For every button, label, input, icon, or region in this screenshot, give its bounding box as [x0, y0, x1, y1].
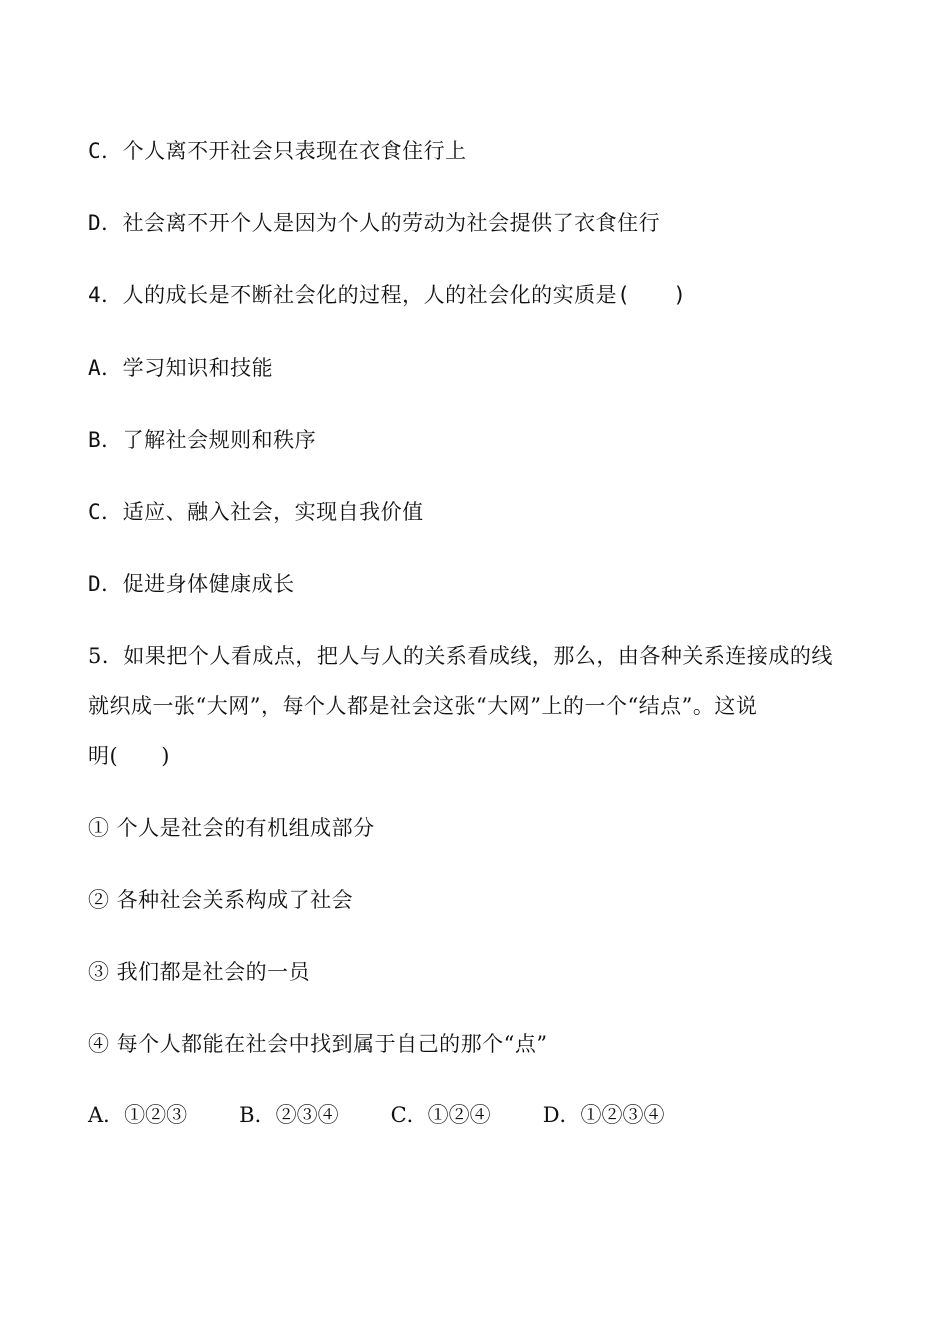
- q3-option-d: D．社会离不开个人是因为个人的劳动为社会提供了衣食住行: [88, 211, 661, 235]
- q5-option-b: B．②③④: [239, 1103, 339, 1127]
- q5-option-c: C．①②④: [390, 1103, 491, 1127]
- q5-statement-4: ④ 每个人都能在社会中找到属于自己的那个“点”: [88, 1032, 548, 1056]
- q4-option-d: D．促进身体健康成长: [88, 572, 295, 596]
- q4-option-a: A．学习知识和技能: [88, 356, 274, 380]
- question-5-line-3: 明( ): [88, 744, 170, 768]
- question-5-line-1: 5．如果把个人看成点，把人与人的关系看成线，那么，由各种关系连接成的线: [88, 644, 833, 668]
- q4-option-b: B．了解社会规则和秩序: [88, 428, 317, 452]
- q3-option-c: C．个人离不开社会只表现在衣食住行上: [88, 139, 467, 163]
- q5-answer-options: [88, 1102, 717, 1128]
- question-5-line-2: 就织成一张“大网”，每个人都是社会这张“大网”上的一个“结点”。这说: [88, 694, 758, 718]
- q5-statement-1: ① 个人是社会的有机组成部分: [88, 816, 375, 840]
- q4-option-c: C．适应、融入社会，实现自我价值: [88, 500, 424, 524]
- q5-option-d: D．①②③④: [542, 1103, 665, 1127]
- question-4: 4．人的成长是不断社会化的过程，人的社会化的实质是( ): [88, 283, 687, 307]
- q5-statement-3: ③ 我们都是社会的一员: [88, 960, 311, 984]
- q5-option-a: A．①②③: [88, 1103, 188, 1127]
- q5-statement-2: ② 各种社会关系构成了社会: [88, 888, 354, 912]
